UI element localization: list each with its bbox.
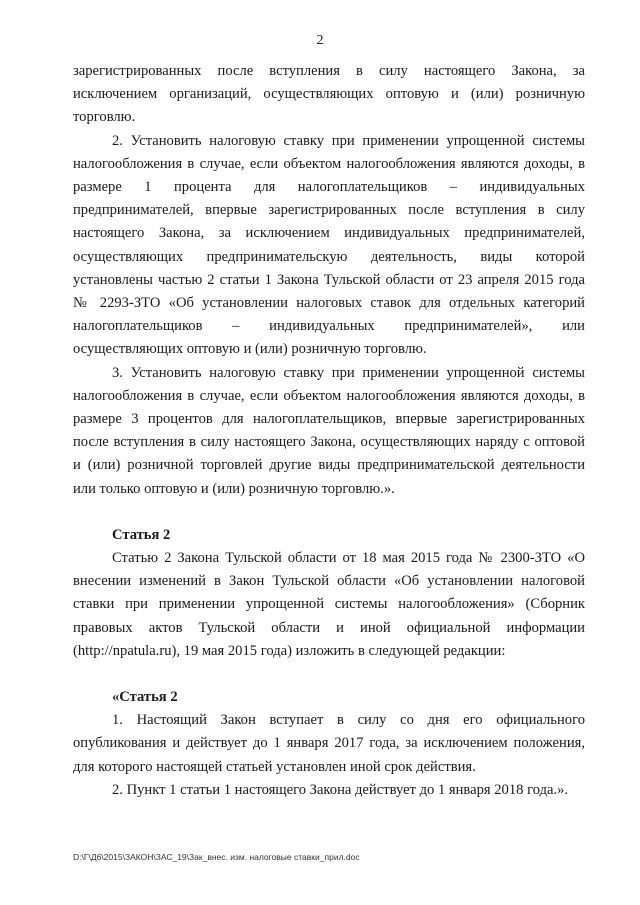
quoted-item-1: 1. Настоящий Закон вступает в силу со дня его официального опубликования и действует до 1 января 2017 года, за исключением положения, для которого настоящей статьей установлен иной срок действия.	[73, 712, 585, 775]
quoted-article-2-heading: «Статья 2	[112, 689, 178, 706]
document-body	[73, 60, 585, 802]
article-2-heading: Статья 2	[112, 526, 171, 543]
paragraph-item-3: 3. Установить налоговую ставку при применении упрощенной системы налогообложения в случае, если объектом налогообложения являются доходы, в размере 3 процентов для налогоплательщиков, впервые зарегистрированных после вступления в силу настоящего Закона, осуществляющих наряду с оптовой и (или) розничной торговлей другие виды предпринимательской деятельности или только оптовую и (или) розничную торговлю.».	[73, 364, 585, 497]
paragraph-continuation: зарегистрированных после вступления в силу настоящего Закона, за исключением организаций, осуществляющих оптовую и (или) розничную торговлю.	[73, 63, 585, 126]
paragraph-item-2: 2. Установить налоговую ставку при применении упрощенной системы налогообложения в случае, если объектом налогообложения являются доходы, в размере 1 процента для налогоплательщиков – индивидуальных предпринимателей, впервые зарегистрированных после вступления в силу настоящего Закона, за исключением индивидуальных предпринимателей, осуществляющих предпринимательскую деятельность, виды которой установлены частью 2 статьи 1 Закона Тульской области от 23 апреля 2015 года № 2293-ЗТО «Об установлении налоговых ставок для отдельных категорий налогоплательщиков – индивидуальных предпринимателей», или осуществляющих оптовую и (или) розничную торговлю.	[73, 132, 585, 358]
quoted-item-2: 2. Пункт 1 статьи 1 настоящего Закона действует до 1 января 2018 года.».	[112, 781, 569, 798]
article-2-text: Статью 2 Закона Тульской области от 18 мая 2015 года № 2300-ЗТО «О внесении изменений в Закон Тульской области «Об установлении налоговой ставки при применении упрощенной системы налогообложения» (Сборник правовых актов Тульской области и иной официальной информации (http://npatula.ru), 19 мая 2015 года) изложить в следующей редакции:	[73, 550, 585, 659]
footer-file-path: D:\Г\Д6\2015\ЗАКОН\ЗАС_19\Зак_внес. изм. налоговые ставки_прил.doc	[73, 852, 360, 862]
spacer	[73, 501, 585, 524]
spacer	[73, 663, 585, 686]
page-number: 2	[316, 33, 324, 48]
